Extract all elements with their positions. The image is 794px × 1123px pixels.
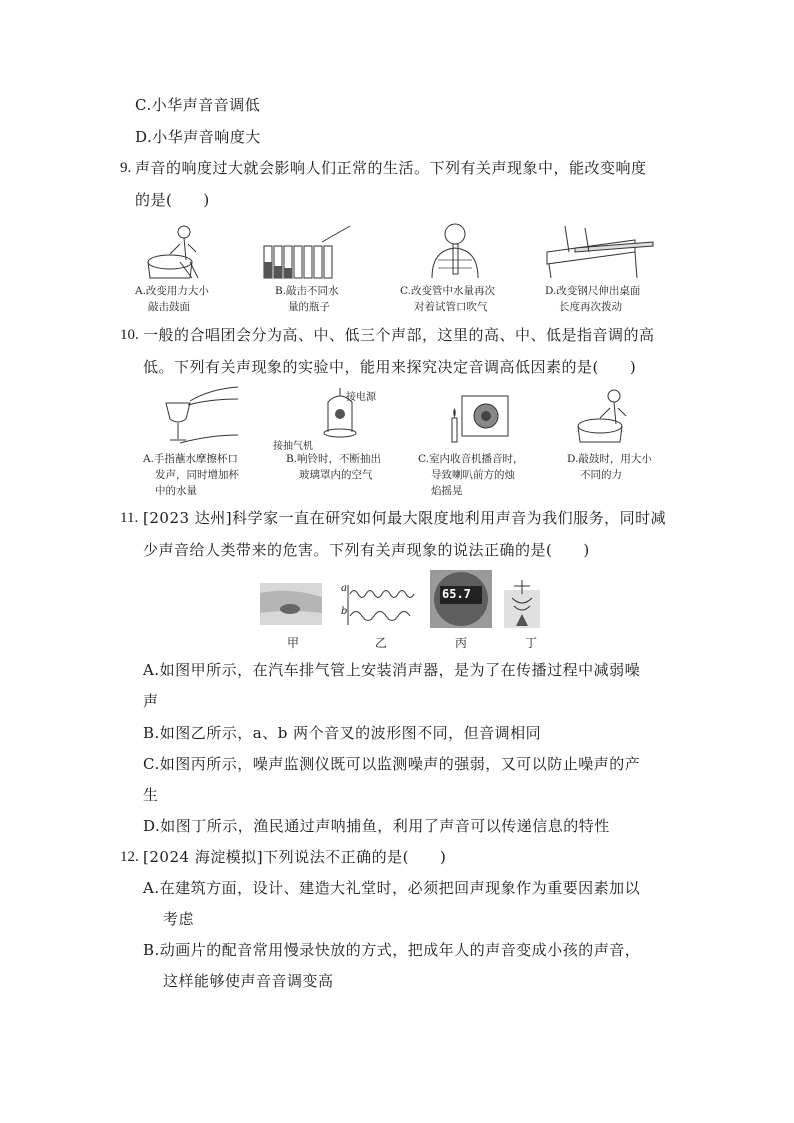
q12-option-a2: 考虑: [163, 910, 195, 928]
q9-stem-line2: 的是( ): [135, 191, 210, 209]
q8-option-c: C.小华声音音调低: [135, 96, 261, 114]
q11-option-c2: 生: [143, 786, 159, 804]
q11-stem-line2: 少声音给人类带来的危害。下列有关声现象的说法正确的是( ): [143, 541, 590, 559]
q12-option-a1: A.在建筑方面，设计、建造大礼堂时，必须把回声现象作为重要因素加以: [143, 879, 641, 897]
q9-caption-c1: C.改变管中水量再次: [400, 285, 495, 297]
q10-caption-c1: C.室内收音机播音时，: [418, 453, 524, 465]
q8-option-d: D.小华声音响度大: [135, 128, 261, 146]
power-label: 接电源: [346, 392, 376, 403]
figure-label-bing: 丙: [455, 636, 468, 650]
q9-caption-d2: 长度再次拨动: [559, 301, 622, 313]
q11-option-d: D.如图丁所示，渔民通过声呐捕鱼，利用了声音可以传递信息的特性: [143, 817, 610, 835]
bottles-figure-icon: [262, 222, 352, 280]
waveform-figure-icon: [338, 583, 420, 627]
q10-caption-c2: 导致喇叭前方的烛: [431, 469, 515, 481]
noise-meter-reading: 65.7: [442, 587, 471, 601]
q11-option-c1: C.如图丙所示，噪声监测仪既可以监测噪声的强弱，又可以防止噪声的产: [143, 755, 641, 773]
q12-number: 12.: [120, 849, 139, 865]
q11-option-b: B.如图乙所示，a、b 两个音叉的波形图不同，但音调相同: [143, 724, 542, 742]
q10-caption-a3: 中的水量: [155, 485, 197, 497]
drum-figure-2-icon: [570, 388, 640, 446]
q10-caption-c3: 焰摇晃: [431, 485, 463, 497]
q9-caption-b2: 量的瓶子: [288, 301, 330, 313]
figure-label-jia: 甲: [287, 636, 300, 650]
wave-label-b: b: [341, 606, 348, 617]
q10-caption-d1: D.敲鼓时，用大小: [567, 453, 652, 465]
q9-caption-b1: B.敲击不同水: [275, 285, 339, 297]
ruler-figure-icon: [545, 222, 655, 280]
exhaust-pipe-figure-icon: [260, 583, 322, 625]
q10-stem-line2: 低。下列有关声现象的实验中，能用来探究决定音调高低因素的是( ): [143, 358, 637, 376]
figure-label-ding: 丁: [525, 636, 538, 650]
wave-label-a: a: [341, 583, 347, 594]
q10-stem-line1: 一般的合唱团会分为高、中、低三个声部，这里的高、中、低是指音调的高: [143, 326, 655, 344]
q12-stem: [2024 海淀模拟]下列说法不正确的是( ): [143, 848, 447, 866]
q11-option-a2: 声: [143, 692, 159, 710]
sonar-figure-icon: [504, 580, 540, 628]
blowing-tube-figure-icon: [420, 220, 490, 280]
q9-caption-c2: 对着试管口吹气: [414, 301, 488, 313]
q11-stem-line1: [2023 达州]科学家一直在研究如何最大限度地利用声音为我们服务，同时减: [143, 509, 667, 527]
radio-candle-figure-icon: [448, 390, 512, 444]
q10-caption-a1: A.手指蘸水摩擦杯口: [143, 453, 238, 465]
q11-option-a1: A.如图甲所示，在汽车排气管上安装消声器，是为了在传播过程中减弱噪: [143, 661, 641, 679]
q9-stem-line1: 声音的响度过大就会影响人们正常的生活。下列有关声现象中，能改变响度: [135, 159, 647, 177]
q9-caption-a2: 敲击鼓面: [148, 301, 190, 313]
q11-number: 11.: [120, 510, 139, 526]
q12-option-b1: B.动画片的配音常用慢录快放的方式，把成年人的声音变成小孩的声音，: [143, 941, 641, 959]
q9-caption-a1: A.改变用力大小: [135, 285, 209, 297]
figure-label-yi: 乙: [375, 636, 388, 650]
wine-glass-figure-icon: [160, 385, 240, 447]
q10-caption-b2: 玻璃罩内的空气: [299, 469, 373, 481]
q10-caption-d2: 不同的力: [580, 469, 622, 481]
drum-figure-icon: [140, 222, 220, 280]
q9-caption-d1: D.改变钢尺伸出桌面: [545, 285, 641, 297]
q12-option-b2: 这样能够使声音音调变高: [163, 972, 334, 990]
q10-caption-a2: 发声，同时增加杯: [155, 469, 239, 481]
q9-number: 9.: [120, 160, 132, 176]
q10-number: 10.: [120, 327, 139, 343]
pump-label: 接抽气机: [273, 441, 313, 452]
q10-caption-b1: B.响铃时，不断抽出: [286, 453, 382, 465]
